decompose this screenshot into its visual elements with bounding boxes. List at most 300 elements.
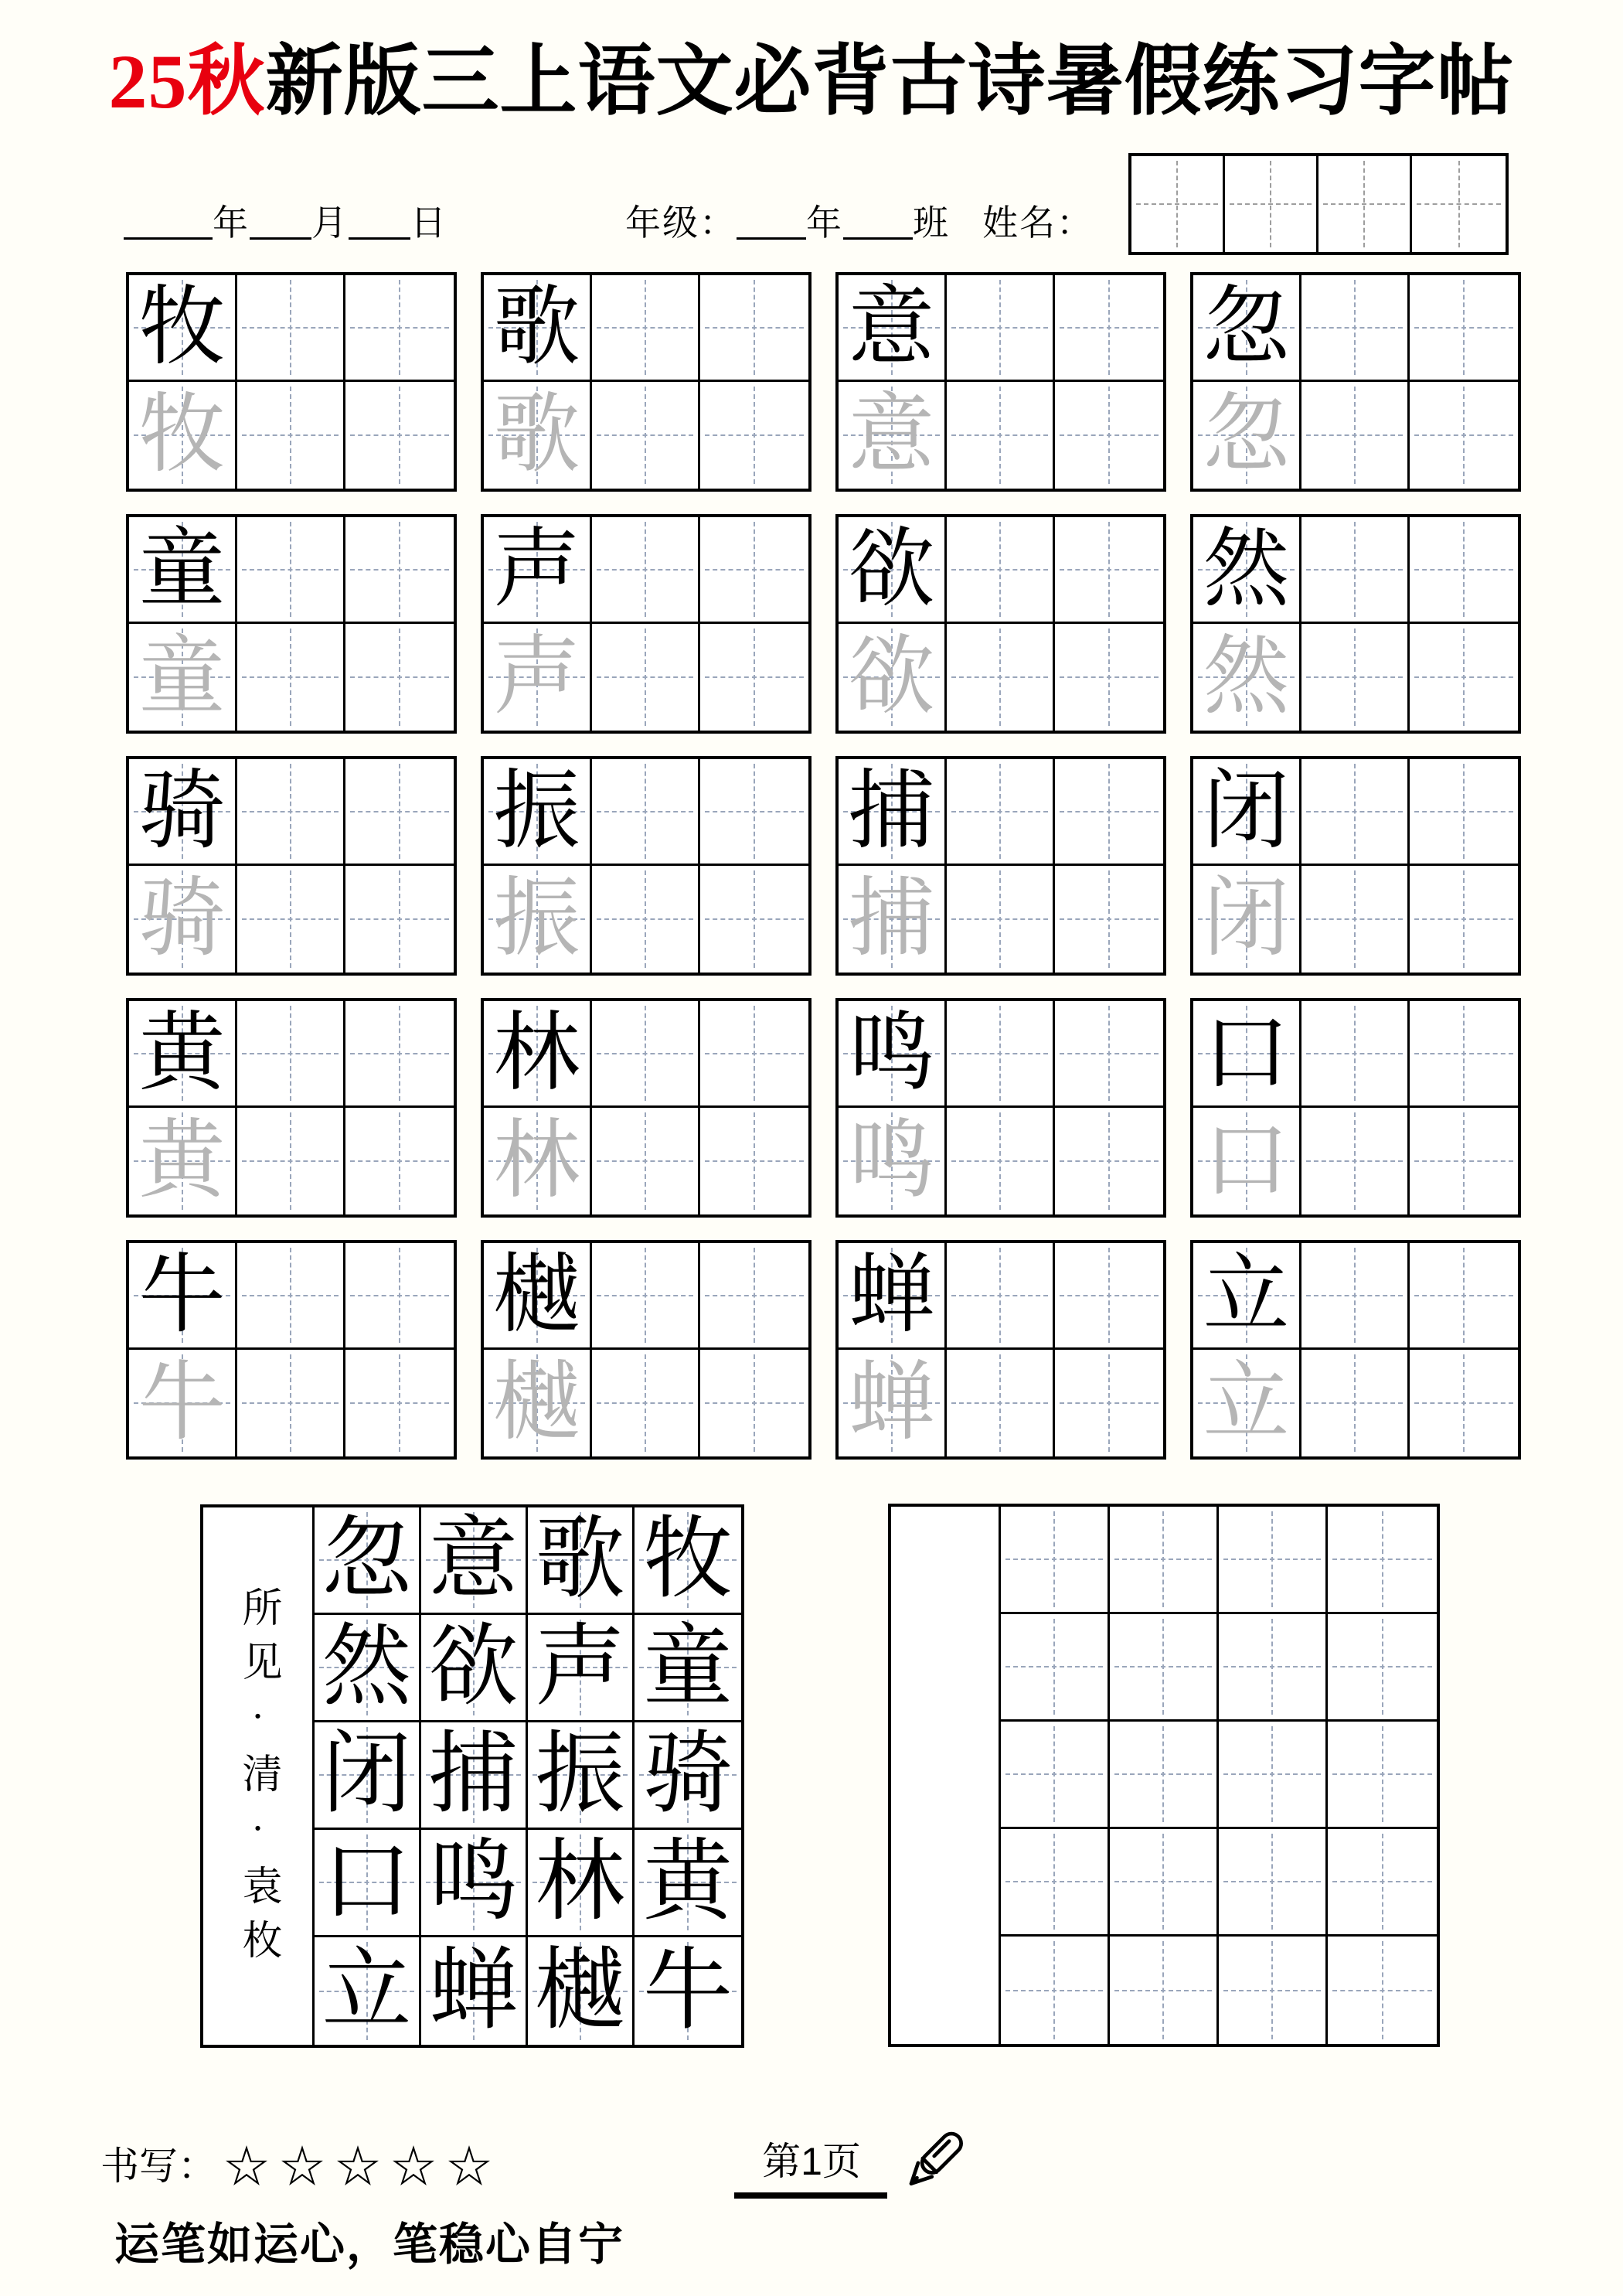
- practice-block: [481, 272, 812, 492]
- practice-cell: [484, 759, 592, 866]
- practice-block: [481, 756, 812, 976]
- blank-grid-cell: [1001, 1614, 1110, 1722]
- practice-cell: [237, 517, 345, 624]
- practice-cell: [1193, 382, 1301, 489]
- practice-cell: [700, 382, 808, 489]
- vertical-guide-dash: [1053, 1834, 1055, 1930]
- poem-cell: [635, 1615, 741, 1722]
- vertical-guide-dash: [1271, 1511, 1273, 1607]
- poem-cell: [635, 1937, 741, 2045]
- practice-cell: [1410, 1350, 1518, 1456]
- practice-cell: [700, 759, 808, 866]
- vertical-guide-dash: [645, 870, 646, 968]
- practice-block: [126, 514, 457, 734]
- practice-cell: [947, 1350, 1055, 1456]
- example-char: 骑: [138, 763, 226, 860]
- poem-cell: [635, 1507, 741, 1615]
- vertical-guide-dash: [645, 1112, 646, 1210]
- trace-char: 樾: [493, 1355, 580, 1451]
- vertical-guide-dash: [399, 629, 400, 726]
- poem-char: 歌: [535, 1511, 625, 1610]
- practice-cell: [592, 1001, 700, 1108]
- poem-cell: [315, 1937, 421, 2045]
- practice-cell: [1410, 1243, 1518, 1350]
- poem-char: 立: [322, 1941, 412, 2041]
- practice-cell: [345, 1243, 454, 1350]
- practice-cell: [129, 759, 237, 866]
- blank-grid-label-column: [891, 1507, 1001, 2044]
- blank-grid-cell: [1328, 1614, 1437, 1722]
- practice-cell: [839, 866, 947, 973]
- vertical-guide-dash: [754, 1006, 755, 1101]
- poem-char: 口: [322, 1833, 412, 1932]
- vertical-guide-dash: [1354, 1248, 1356, 1343]
- practice-cell: [1193, 624, 1301, 731]
- vertical-guide-dash: [754, 764, 755, 859]
- vertical-guide-dash: [999, 1248, 1001, 1343]
- practice-cell: [129, 517, 237, 624]
- vertical-guide-dash: [754, 1354, 755, 1452]
- vertical-guide-dash: [1108, 522, 1110, 617]
- poem-cell: [528, 1722, 635, 1830]
- practice-cell: [1193, 866, 1301, 973]
- practice-block: [1190, 998, 1521, 1218]
- example-char: 声: [493, 521, 580, 618]
- day-label: 日: [410, 203, 447, 243]
- vertical-guide-dash: [999, 1006, 1001, 1101]
- star-rating: ☆☆☆☆☆: [224, 2142, 503, 2192]
- vertical-guide-dash: [1053, 1511, 1055, 1607]
- vertical-guide-dash: [290, 387, 291, 484]
- practice-cell: [345, 1001, 454, 1108]
- poem-cell: [315, 1830, 421, 1937]
- practice-cell: [592, 517, 700, 624]
- blank-grid-cell: [1001, 1937, 1110, 2044]
- vertical-guide-dash: [1053, 1941, 1055, 2039]
- blank-grid-cell: [1219, 1829, 1328, 1937]
- vertical-guide-dash: [999, 1112, 1001, 1210]
- practice-cell: [484, 624, 592, 731]
- practice-cell: [592, 382, 700, 489]
- vertical-guide-dash: [645, 280, 646, 375]
- vertical-guide-dash: [1053, 1619, 1055, 1715]
- writing-label: 书写：: [100, 2144, 216, 2188]
- vertical-guide-dash: [1463, 522, 1465, 617]
- poem-cell: [421, 1937, 528, 2045]
- poem-cell: [421, 1507, 528, 1615]
- practice-cell: [345, 624, 454, 731]
- practice-cell: [947, 1243, 1055, 1350]
- practice-cell: [129, 624, 237, 731]
- vertical-guide-dash: [1463, 280, 1465, 375]
- title-rest: 新版三上语文必背古诗暑假练习字帖: [265, 39, 1515, 124]
- practice-cell: [1301, 1108, 1410, 1214]
- practice-cell: [345, 275, 454, 382]
- example-char: 歌: [493, 279, 580, 376]
- vertical-guide-dash: [1382, 1726, 1383, 1822]
- vertical-guide-dash: [999, 1354, 1001, 1452]
- vertical-guide-dash: [645, 1006, 646, 1101]
- practice-cell: [1193, 1243, 1301, 1350]
- class-label: 班: [913, 203, 950, 243]
- blank-practice-grid: [888, 1504, 1440, 2047]
- practice-cell: [839, 1350, 947, 1456]
- poem-char: 然: [322, 1618, 412, 1717]
- vertical-guide-dash: [645, 387, 646, 484]
- practice-cell: [1410, 1001, 1518, 1108]
- trace-char: 立: [1203, 1355, 1290, 1451]
- blank-grid-cell: [1219, 1722, 1328, 1829]
- example-char: 牛: [138, 1247, 226, 1344]
- practice-cell: [947, 275, 1055, 382]
- practice-cell: [1055, 382, 1163, 489]
- practice-cell: [1301, 275, 1410, 382]
- practice-cell: [947, 759, 1055, 866]
- vertical-guide-dash: [1382, 1941, 1383, 2039]
- practice-block: [481, 998, 812, 1218]
- trace-char: 捕: [848, 871, 935, 967]
- practice-cell: [1410, 624, 1518, 731]
- poem-char: 林: [535, 1833, 625, 1932]
- practice-block: [126, 756, 457, 976]
- practice-cell: [1301, 624, 1410, 731]
- practice-cell: [484, 1108, 592, 1214]
- practice-cell: [700, 866, 808, 973]
- vertical-guide-dash: [754, 1112, 755, 1210]
- poem-cell: [315, 1722, 421, 1830]
- vertical-guide-dash: [1463, 764, 1465, 859]
- trace-char: 闭: [1203, 871, 1290, 967]
- blank-grid-cell: [1110, 1722, 1219, 1829]
- vertical-guide-dash: [290, 1354, 291, 1452]
- vertical-guide-dash: [1354, 870, 1356, 968]
- vertical-guide-dash: [1463, 387, 1465, 484]
- vertical-guide-dash: [1354, 1006, 1356, 1101]
- vertical-guide-dash: [290, 764, 291, 859]
- practice-cell: [1193, 1001, 1301, 1108]
- practice-cell: [1410, 1108, 1518, 1214]
- vertical-guide-dash: [1108, 1248, 1110, 1343]
- vertical-guide-dash: [754, 522, 755, 617]
- vertical-guide-dash: [290, 870, 291, 968]
- practice-cell: [700, 275, 808, 382]
- practice-block: [1190, 514, 1521, 734]
- practice-cell: [237, 1108, 345, 1214]
- practice-cell: [484, 382, 592, 489]
- practice-cell: [592, 759, 700, 866]
- trace-char: 歌: [493, 387, 580, 483]
- example-char: 牧: [138, 279, 226, 376]
- poem-cell: [315, 1615, 421, 1722]
- vertical-guide-dash: [1162, 1941, 1164, 2039]
- poem-cell: [528, 1830, 635, 1937]
- example-char: 童: [138, 521, 226, 618]
- poem-char: 声: [535, 1618, 625, 1717]
- practice-cell: [129, 1350, 237, 1456]
- trace-char: 牧: [138, 387, 226, 483]
- vertical-guide-dash: [399, 1006, 400, 1101]
- practice-cell: [484, 1001, 592, 1108]
- poem-cell: [528, 1507, 635, 1615]
- poem-cell: [528, 1615, 635, 1722]
- practice-block: [126, 272, 457, 492]
- practice-block: [481, 1240, 812, 1460]
- vertical-guide-dash: [1108, 1354, 1110, 1452]
- vertical-guide-dash: [1162, 1726, 1164, 1822]
- blank-grid-cell: [1219, 1614, 1328, 1722]
- vertical-guide-dash: [290, 629, 291, 726]
- practice-cell: [700, 1243, 808, 1350]
- practice-block: [835, 1240, 1166, 1460]
- blank-grid-cell: [1328, 1829, 1437, 1937]
- blank-grid-cell: [1328, 1722, 1437, 1829]
- vertical-guide-dash: [1271, 1834, 1273, 1930]
- practice-cell: [345, 517, 454, 624]
- poem-cell: [635, 1722, 741, 1830]
- poem-char: 意: [428, 1511, 519, 1610]
- practice-cell: [1410, 275, 1518, 382]
- example-char: 振: [493, 763, 580, 860]
- example-char: 闭: [1203, 763, 1290, 860]
- blank-grid-cell: [1001, 1722, 1110, 1829]
- poem-char: 捕: [428, 1725, 519, 1824]
- example-char: 蝉: [848, 1247, 935, 1344]
- blank-grid-cell: [1328, 1507, 1437, 1614]
- practice-cell: [345, 866, 454, 973]
- grade-label: 年级：: [625, 203, 737, 243]
- practice-cell: [592, 275, 700, 382]
- practice-cell: [839, 517, 947, 624]
- practice-cell: [237, 275, 345, 382]
- practice-cell: [947, 624, 1055, 731]
- vertical-guide-dash: [1463, 1112, 1465, 1210]
- practice-cell: [1410, 759, 1518, 866]
- vertical-guide-dash: [754, 387, 755, 484]
- vertical-guide-dash: [754, 280, 755, 375]
- vertical-guide-dash: [1354, 1354, 1356, 1452]
- vertical-guide-dash: [1271, 1726, 1273, 1822]
- poem-char: 牧: [643, 1511, 733, 1610]
- practice-cell: [592, 1350, 700, 1456]
- vertical-guide-dash: [999, 280, 1001, 375]
- practice-cell: [947, 1108, 1055, 1214]
- vertical-guide-dash: [645, 764, 646, 859]
- practice-cell: [592, 624, 700, 731]
- trace-char: 口: [1203, 1113, 1290, 1209]
- practice-cell: [947, 866, 1055, 973]
- practice-cell: [1055, 1243, 1163, 1350]
- vertical-guide-dash: [1108, 387, 1110, 484]
- example-char: 捕: [848, 763, 935, 860]
- vertical-guide-dash: [999, 870, 1001, 968]
- practice-cell: [484, 1243, 592, 1350]
- vertical-guide-dash: [1162, 1511, 1164, 1607]
- poem-char: 童: [643, 1618, 733, 1717]
- practice-cell: [700, 624, 808, 731]
- poem-title-vertical: 所见·清·袁枚: [203, 1507, 315, 2045]
- practice-cell: [1410, 866, 1518, 973]
- vertical-guide-dash: [1354, 387, 1356, 484]
- practice-cell: [484, 1350, 592, 1456]
- practice-cell: [1055, 866, 1163, 973]
- trace-char: 林: [493, 1113, 580, 1209]
- practice-cell: [1301, 1001, 1410, 1108]
- vertical-guide-dash: [1354, 280, 1356, 375]
- vertical-guide-dash: [399, 870, 400, 968]
- practice-cell: [1055, 275, 1163, 382]
- vertical-guide-dash: [399, 387, 400, 484]
- practice-cell: [129, 1243, 237, 1350]
- practice-cell: [1301, 1243, 1410, 1350]
- example-char: 意: [848, 279, 935, 376]
- trace-char: 意: [848, 387, 935, 483]
- example-char: 樾: [493, 1247, 580, 1344]
- example-char: 然: [1203, 521, 1290, 618]
- vertical-guide-dash: [645, 522, 646, 617]
- vertical-guide-dash: [1108, 280, 1110, 375]
- practice-cell: [1193, 275, 1301, 382]
- vertical-guide-dash: [1382, 1511, 1383, 1607]
- vertical-guide-dash: [1271, 1941, 1273, 2039]
- blank-grid-cell: [1001, 1507, 1110, 1614]
- practice-cell: [592, 866, 700, 973]
- vertical-guide-dash: [1463, 870, 1465, 968]
- practice-cell: [129, 866, 237, 973]
- example-char: 口: [1203, 1005, 1290, 1102]
- vertical-guide-dash: [645, 1354, 646, 1452]
- poem-cell: [421, 1722, 528, 1830]
- practice-block: [126, 998, 457, 1218]
- trace-char: 蝉: [848, 1355, 935, 1451]
- practice-cell: [1055, 1001, 1163, 1108]
- poem-char: 忽: [322, 1511, 412, 1610]
- practice-block: [835, 998, 1166, 1218]
- blank-grid-cell: [1110, 1937, 1219, 2044]
- grade-year-label: 年: [806, 203, 843, 243]
- example-char: 忽: [1203, 279, 1290, 376]
- practice-block: [481, 514, 812, 734]
- vertical-guide-dash: [290, 1112, 291, 1210]
- pen-icon: [887, 2124, 980, 2206]
- vertical-guide-dash: [1354, 764, 1356, 859]
- practice-cell: [484, 517, 592, 624]
- vertical-guide-dash: [290, 280, 291, 375]
- practice-cell: [237, 382, 345, 489]
- practice-cell: [1410, 517, 1518, 624]
- vertical-guide-dash: [290, 1248, 291, 1343]
- vertical-guide-dash: [1354, 522, 1356, 617]
- practice-cell: [129, 1001, 237, 1108]
- practice-block: [1190, 1240, 1521, 1460]
- example-char: 欲: [848, 521, 935, 618]
- vertical-guide-dash: [1271, 1619, 1273, 1715]
- example-char: 黄: [138, 1005, 226, 1102]
- practice-cell: [947, 517, 1055, 624]
- practice-cell: [1193, 517, 1301, 624]
- practice-block: [835, 272, 1166, 492]
- vertical-guide-dash: [999, 629, 1001, 726]
- vertical-guide-dash: [1382, 1619, 1383, 1715]
- practice-cell: [1055, 624, 1163, 731]
- vertical-guide-dash: [1354, 1112, 1356, 1210]
- vertical-guide-dash: [1382, 1834, 1383, 1930]
- practice-cell: [1301, 866, 1410, 973]
- poem-char: 闭: [322, 1725, 412, 1824]
- practice-cell: [1193, 1350, 1301, 1456]
- practice-cell: [237, 759, 345, 866]
- vertical-guide-dash: [1463, 1354, 1465, 1452]
- practice-cell: [1193, 759, 1301, 866]
- vertical-guide-dash: [290, 1006, 291, 1101]
- year-label: 年: [213, 203, 250, 243]
- practice-cell: [345, 1108, 454, 1214]
- practice-cell: [1301, 759, 1410, 866]
- page-number: 第1页: [762, 2140, 861, 2183]
- poem-char: 黄: [643, 1833, 733, 1932]
- practice-cell: [839, 1001, 947, 1108]
- vertical-guide-dash: [1053, 1726, 1055, 1822]
- practice-cell: [700, 1001, 808, 1108]
- poem-cell: [528, 1937, 635, 2045]
- poem-char: 樾: [535, 1941, 625, 2041]
- month-label: 月: [311, 203, 349, 243]
- practice-cell: [592, 1108, 700, 1214]
- vertical-guide-dash: [399, 1354, 400, 1452]
- vertical-guide-dash: [1108, 1006, 1110, 1101]
- vertical-guide-dash: [1162, 1834, 1164, 1930]
- trace-char: 黄: [138, 1113, 226, 1209]
- practice-cell: [1301, 382, 1410, 489]
- practice-cell: [1055, 1108, 1163, 1214]
- practice-cell: [700, 1108, 808, 1214]
- vertical-guide-dash: [645, 629, 646, 726]
- practice-cell: [839, 624, 947, 731]
- practice-cell: [700, 1350, 808, 1456]
- practice-cell: [839, 275, 947, 382]
- trace-char: 然: [1203, 629, 1290, 725]
- practice-cell: [1055, 759, 1163, 866]
- practice-cell: [237, 1001, 345, 1108]
- practice-block: [1190, 272, 1521, 492]
- practice-cell: [345, 382, 454, 489]
- blank-grid-cell: [1219, 1507, 1328, 1614]
- practice-cell: [1301, 1350, 1410, 1456]
- blank-grid-cell: [1328, 1937, 1437, 2044]
- practice-cell: [237, 1243, 345, 1350]
- poem-cell: [315, 1507, 421, 1615]
- poem-char: 骑: [643, 1725, 733, 1824]
- practice-cell: [839, 382, 947, 489]
- practice-cell: [947, 382, 1055, 489]
- practice-cell: [237, 1350, 345, 1456]
- vertical-guide-dash: [754, 1248, 755, 1343]
- practice-cell: [345, 1350, 454, 1456]
- vertical-guide-dash: [1463, 629, 1465, 726]
- title-highlight: 25秋: [108, 39, 266, 124]
- trace-char: 欲: [848, 629, 935, 725]
- practice-cell: [700, 517, 808, 624]
- example-char: 立: [1203, 1247, 1290, 1344]
- practice-cell: [1055, 1350, 1163, 1456]
- practice-cell: [947, 1001, 1055, 1108]
- trace-char: 牛: [138, 1355, 226, 1451]
- trace-char: 声: [493, 629, 580, 725]
- poem-char: 蝉: [428, 1941, 519, 2041]
- practice-cell: [839, 1243, 947, 1350]
- example-char: 林: [493, 1005, 580, 1102]
- poem-char: 鸣: [428, 1833, 519, 1932]
- poem-cell: [421, 1615, 528, 1722]
